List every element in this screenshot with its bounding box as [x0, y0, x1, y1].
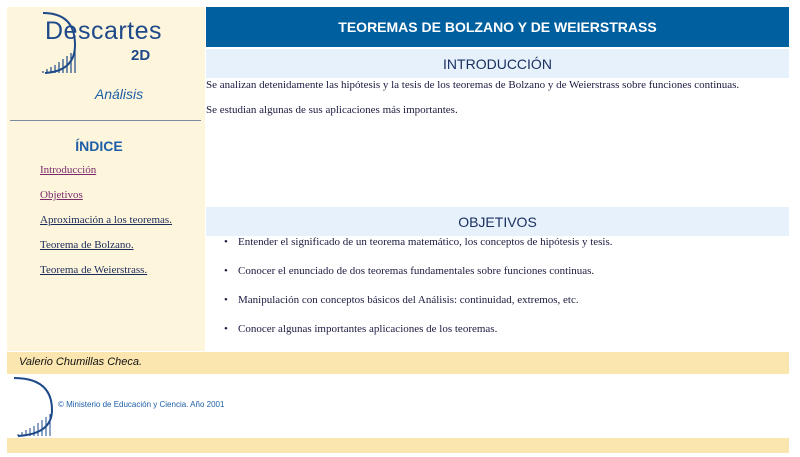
author-name: Valerio Chumillas Checa. — [19, 356, 143, 368]
intro-paragraph-1: Se analizan detenidamente las hipótesis y la tesis de los teoremas de Bolzano y de Weierstrass sobre funciones continuas. — [206, 79, 740, 91]
index-link-objetivos[interactable]: Objetivos — [40, 189, 83, 201]
sidebar-divider — [10, 120, 201, 121]
index-link-aproximacion[interactable]: Aproximación a los teoremas. — [40, 214, 172, 226]
objectives-list — [224, 236, 613, 352]
list-item — [224, 236, 613, 265]
intro-paragraph-2: Se estudian algunas de sus aplicaciones más importantes. — [206, 104, 458, 116]
objective-text: Entender el significado de un teorema matemático, los conceptos de hipótesis y tesis. — [238, 236, 613, 248]
index-link-bolzano[interactable]: Teorema de Bolzano. — [40, 239, 134, 251]
logo-text: Descartes — [45, 17, 163, 45]
index-title: ÍNDICE — [75, 138, 123, 154]
objective-text: Manipulación con conceptos básicos del Análisis: continuidad, extremos, etc. — [238, 294, 579, 306]
list-item — [224, 265, 613, 294]
list-item — [224, 323, 613, 352]
bullet-icon: • — [224, 236, 228, 248]
index-item-introduccion — [40, 164, 172, 189]
index-item-bolzano — [40, 239, 172, 264]
bullet-icon: • — [224, 265, 228, 277]
objective-text: Conocer algunas importantes aplicaciones de los teoremas. — [238, 323, 498, 335]
index-item-aproximacion — [40, 214, 172, 239]
objective-text: Conocer el enunciado de dos teoremas fundamentales sobre funciones continuas. — [238, 265, 595, 277]
page-title: TEOREMAS DE BOLZANO Y DE WEIERSTRASS — [206, 7, 789, 47]
bottom-bar — [7, 438, 789, 453]
index-list — [40, 164, 172, 289]
logo-suffix: 2D — [131, 47, 151, 64]
bullet-icon: • — [224, 294, 228, 306]
section-name: Análisis — [94, 86, 144, 102]
index-link-weierstrass[interactable]: Teorema de Weierstrass. — [40, 264, 148, 276]
intro-heading: INTRODUCCIÓN — [206, 49, 789, 78]
sidebar — [7, 7, 205, 351]
index-item-objetivos — [40, 189, 172, 214]
copyright: © Ministerio de Educación y Ciencia. Año 2001 — [58, 400, 225, 409]
index-item-weierstrass — [40, 264, 172, 289]
list-item — [224, 294, 613, 323]
descartes-footer-logo-icon — [12, 376, 56, 438]
bullet-icon: • — [224, 323, 228, 335]
author-bar — [7, 352, 789, 374]
objectives-heading: OBJETIVOS — [206, 207, 789, 236]
index-link-introduccion[interactable]: Introducción — [40, 164, 97, 176]
